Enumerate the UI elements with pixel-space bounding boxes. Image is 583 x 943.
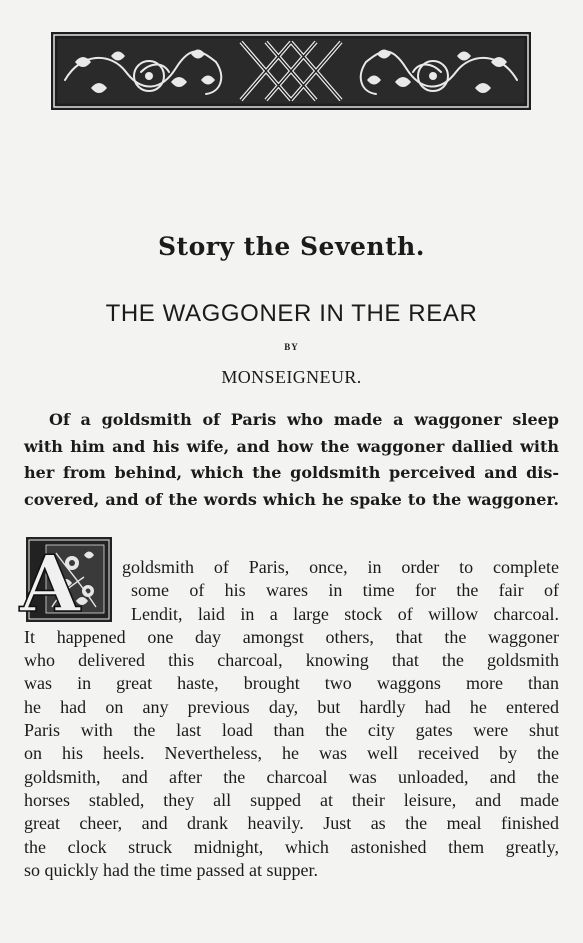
author-name: MONSEIGNEUR. <box>221 367 362 387</box>
body-line: It happened one day amongst others, that the waggoner <box>24 626 559 647</box>
body-line: the clock struck midnight, which astonished them greatly, <box>24 836 559 857</box>
body-line: goldsmith, and after the charcoal was unloaded, and the <box>24 766 559 787</box>
summary-line: Of a goldsmith of Paris who made a waggoner sleep <box>49 410 559 429</box>
chapter-title: THE WAGGONER IN THE REAR <box>105 300 478 327</box>
drop-cap-letter: A <box>19 539 81 630</box>
body-line: Paris with the last load than the city gates were shut <box>24 720 559 741</box>
body-line: so quickly had the time passed at supper. <box>24 859 318 880</box>
body-line: some of his wares in time for the fair of <box>131 580 559 601</box>
body-line: who delivered this charcoal, knowing that the goldsmith <box>24 650 559 671</box>
story-title: Story the Seventh. <box>157 232 425 261</box>
body-line: he had on any previous day, but hardly had he entered <box>24 696 559 717</box>
body-line: goldsmith of Paris, once, in order to complete <box>122 557 559 577</box>
ornamental-header-band <box>51 32 531 110</box>
story-summary <box>24 407 559 513</box>
body-line: on his heels. Nevertheless, he was well received by the <box>24 743 559 764</box>
summary-line: with him and his wife, and how the waggoner dallied with <box>24 436 559 456</box>
body-line: Lendit, laid in a large stock of willow charcoal. <box>131 603 559 624</box>
body-line: horses stabled, they all supped at their leisure, and made <box>24 789 559 810</box>
body-line: was in great haste, brought two waggons more than <box>24 673 559 694</box>
by-line: BY <box>284 342 299 352</box>
summary-line: covered, and of the words which he spake to the waggoner. <box>24 489 559 509</box>
body-line: great cheer, and drank heavily. Just as the meal finished <box>24 813 559 834</box>
summary-line: her from behind, which the goldsmith perceived and dis- <box>24 463 559 482</box>
story-body <box>24 556 559 882</box>
